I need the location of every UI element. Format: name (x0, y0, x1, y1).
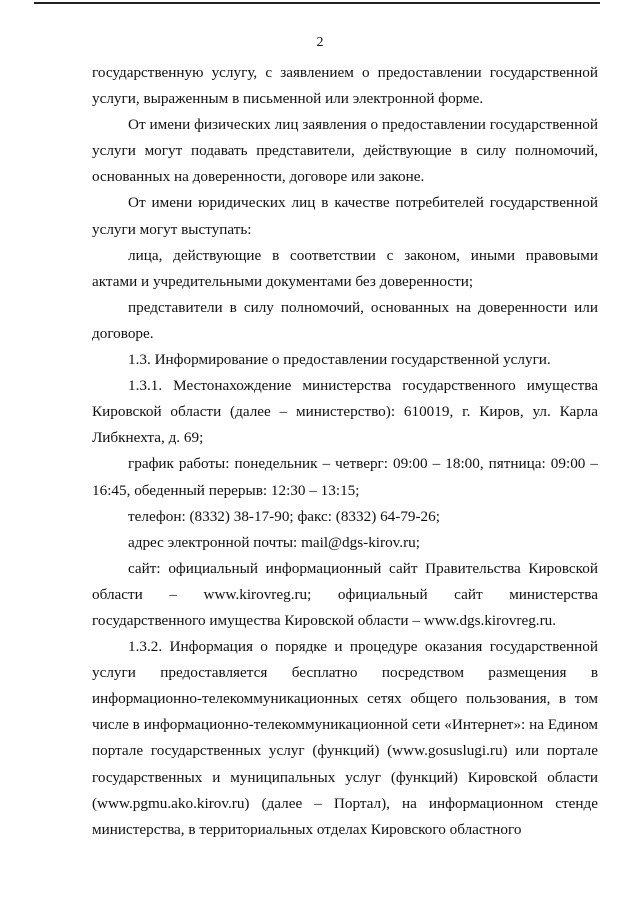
paragraph: От имени физических лиц заявления о предоставлении государственной услуги могут подавать представители, действующие в силу полномочий, основанных на доверенности, договоре или законе. (92, 116, 598, 186)
paragraph: лица, действующие в соответствии с законом, иными правовыми актами и учредительными документами без доверенности; (92, 246, 598, 290)
page-number: 2 (316, 35, 324, 50)
document-body (92, 60, 598, 843)
paragraph: 1.3.2. Информация о порядке и процедуре оказания государственной услуги предоставляется бесплатно посредством размещения в информационно-телекоммуникационных сетях общего пользования, в том числе в информационно-телекоммуникационной сети «Интернет»: на Едином портале государственных услуг (функций) (www.gosuslugi.ru) или портале государственных и муниципальных услуг (функций) Кировской области (www.pgmu.ako.kirov.ru) (далее – Портал), на информационном стенде министерства, в территориальных отделах Кировского областного (92, 638, 598, 838)
paragraph: государственную услугу, с заявлением о предоставлении государственной услуги, выраженным в письменной или электронной форме. (92, 64, 598, 108)
paragraph: адрес электронной почты: mail@dgs-kirov.ru; (128, 533, 420, 551)
paragraph: представители в силу полномочий, основанных на доверенности или договоре. (92, 298, 598, 342)
section-heading: 1.3. Информирование о предоставлении государственной услуги. (128, 351, 551, 369)
paragraph: От имени юридических лиц в качестве потребителей государственной услуги могут выступать: (92, 194, 598, 238)
paragraph: 1.3.1. Местонахождение министерства государственного имущества Кировской области (далее – министерство): 610019, г. Киров, ул. Карла Либкнехта, д. 69; (92, 377, 598, 447)
paragraph: график работы: понедельник – четверг: 09:00 – 18:00, пятница: 09:00 – 16:45, обеденный перерыв: 12:30 – 13:15; (92, 455, 598, 499)
paragraph: телефон: (8332) 38-17-90; факс: (8332) 64-79-26; (128, 507, 440, 525)
paragraph: сайт: официальный информационный сайт Правительства Кировской области – www.kirovreg.ru; официальный сайт министерства государственного имущества Кировской области – www.dgs.kirovreg.ru. (92, 559, 598, 629)
top-rule (34, 2, 600, 4)
